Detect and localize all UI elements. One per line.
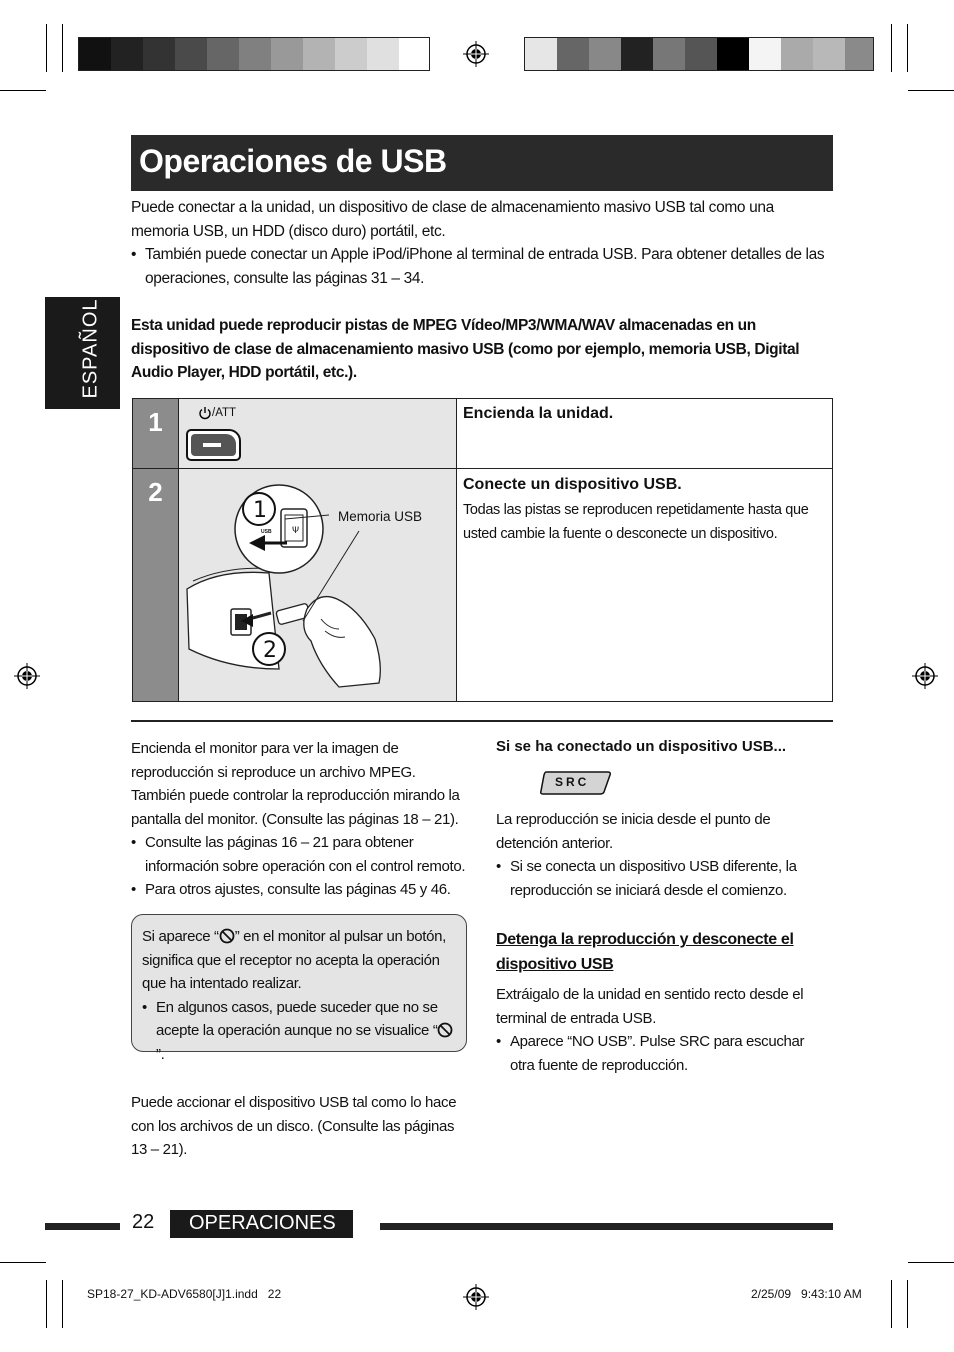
language-side-tab bbox=[45, 297, 120, 409]
print-slug-file: SP18-27_KD-ADV6580[J]1.indd 22 bbox=[87, 1287, 282, 1301]
step-1-heading: Encienda la unidad. bbox=[463, 405, 614, 422]
crop-mark bbox=[907, 1280, 908, 1328]
svg-text:Ψ: Ψ bbox=[292, 526, 300, 536]
crop-mark bbox=[891, 24, 892, 72]
step-2-heading: Conecte un dispositivo USB. bbox=[463, 476, 682, 493]
color-bar-left bbox=[78, 37, 430, 71]
step-2-body: Todas las pistas se reproducen repetidamente hasta que usted cambie la fuente o desconecte un dispositivo. bbox=[463, 502, 809, 542]
note-bullet: En algunos casos, puede suceder que no se acepte la operación aunque no se visualice “ bbox=[156, 998, 438, 1039]
right-column-body bbox=[496, 808, 826, 902]
crop-mark bbox=[62, 24, 63, 72]
monitor-paragraph: Encienda el monitor para ver la imagen de reproducción si reproduce un archivo MPEG. También puede controlar la reproducción mirando la pantalla del monitor. (Consulte las páginas 18 – 21). bbox=[131, 740, 460, 828]
footer-rule-left bbox=[45, 1223, 120, 1230]
settings-bullet: • Para otros ajustes, consulte las páginas 45 y 46. bbox=[131, 878, 471, 902]
src-button-label: SRC bbox=[555, 775, 590, 789]
registration-mark-icon bbox=[463, 41, 489, 67]
power-button-label: /ATT bbox=[212, 407, 237, 419]
crop-mark bbox=[907, 24, 908, 72]
crop-mark bbox=[62, 1280, 63, 1328]
notice-paragraph: Esta unidad puede reproducir pistas de MPEG Vídeo/MP3/WMA/WAV almacenadas en un dispositivo de clase de almacenamiento masivo USB (como por ejemplo, memoria USB, Digital Audio Player, HDD portátil, etc.). bbox=[131, 317, 800, 381]
prohibited-icon bbox=[219, 928, 235, 944]
src-button[interactable] bbox=[540, 771, 610, 794]
registration-mark-icon bbox=[14, 663, 40, 689]
power-icon bbox=[198, 406, 212, 420]
remote-bullet: • Consulte las páginas 16 – 21 para obtener información sobre operación con el control remoto. bbox=[131, 831, 471, 878]
left-column bbox=[131, 737, 471, 902]
color-bar-right bbox=[524, 37, 874, 71]
step-2-illustration bbox=[178, 469, 457, 701]
usb-port-label: USB bbox=[261, 529, 272, 535]
usb-connection-illustration bbox=[179, 469, 456, 701]
usb-memory-callout: Memoria USB bbox=[338, 509, 423, 524]
registration-mark-icon bbox=[463, 1284, 489, 1310]
note-bullet: ”. bbox=[156, 1045, 165, 1063]
extract-paragraph: Extráigalo de la unidad en sentido recto desde el terminal de entrada USB. bbox=[496, 986, 804, 1027]
page-title: Operaciones de USB bbox=[139, 143, 447, 179]
disc-operation-paragraph: Puede accionar el dispositivo USB tal como lo hace con los archivos de un disco. (Consulte las páginas 13 – 21). bbox=[131, 1094, 457, 1158]
crop-mark bbox=[891, 1280, 892, 1328]
step-1-illustration bbox=[178, 399, 457, 469]
intro-paragraph: Puede conectar a la unidad, un dispositivo de clase de almacenamiento masivo USB tal como una memoria USB, un HDD (disco duro) portátil, etc. bbox=[131, 199, 774, 240]
crop-mark bbox=[0, 90, 46, 91]
step-number: 2 bbox=[133, 469, 178, 701]
page-number: 22 bbox=[132, 1211, 155, 1233]
intro-bullet: • También puede conectar un Apple iPod/iPhone al terminal de entrada USB. Para obtener detalles de las operaciones, consulte las páginas 31 – 34. bbox=[131, 243, 831, 290]
section-tab bbox=[170, 1210, 353, 1238]
footer-rule-right bbox=[380, 1223, 833, 1230]
crop-mark bbox=[908, 1262, 954, 1263]
note-text: ” en el monitor al pulsar un botón, significa que el receptor no acepta la operación que ha intentado realizar. bbox=[142, 928, 446, 992]
svg-text:1: 1 bbox=[253, 498, 267, 523]
title-bar bbox=[131, 135, 833, 191]
power-att-button[interactable] bbox=[186, 429, 241, 461]
step-number: 1 bbox=[133, 399, 178, 469]
crop-mark bbox=[46, 1280, 47, 1328]
registration-mark-icon bbox=[912, 663, 938, 689]
svg-text:2: 2 bbox=[263, 638, 277, 663]
disconnect-body bbox=[496, 983, 826, 1077]
prohibited-icon bbox=[437, 1022, 453, 1038]
note-text: Si aparece “ bbox=[142, 928, 219, 945]
resume-bullet: • Si se conecta un dispositivo USB diferente, la reproducción se iniciará desde el comienzo. bbox=[496, 855, 826, 902]
crop-mark bbox=[908, 90, 954, 91]
note-box bbox=[131, 914, 467, 1063]
no-usb-bullet: • Aparece “NO USB”. Pulse SRC para escuchar otra fuente de reproducción. bbox=[496, 1030, 826, 1077]
connected-heading: Si se ha conectado un dispositivo USB... bbox=[496, 738, 787, 755]
disconnect-heading: Detenga la reproducción y desconecte el dispositivo USB bbox=[496, 931, 794, 973]
crop-mark bbox=[46, 24, 47, 72]
print-slug-date: 2/25/09 9:43:10 AM bbox=[751, 1287, 862, 1301]
section-label: OPERACIONES bbox=[189, 1212, 336, 1234]
steps-table bbox=[132, 398, 833, 702]
resume-paragraph: La reproducción se inicia desde el punto de detención anterior. bbox=[496, 811, 771, 852]
section-divider bbox=[131, 720, 833, 722]
intro-block bbox=[131, 196, 831, 290]
language-label: ESPAÑOL bbox=[79, 298, 102, 399]
crop-mark bbox=[0, 1262, 46, 1263]
